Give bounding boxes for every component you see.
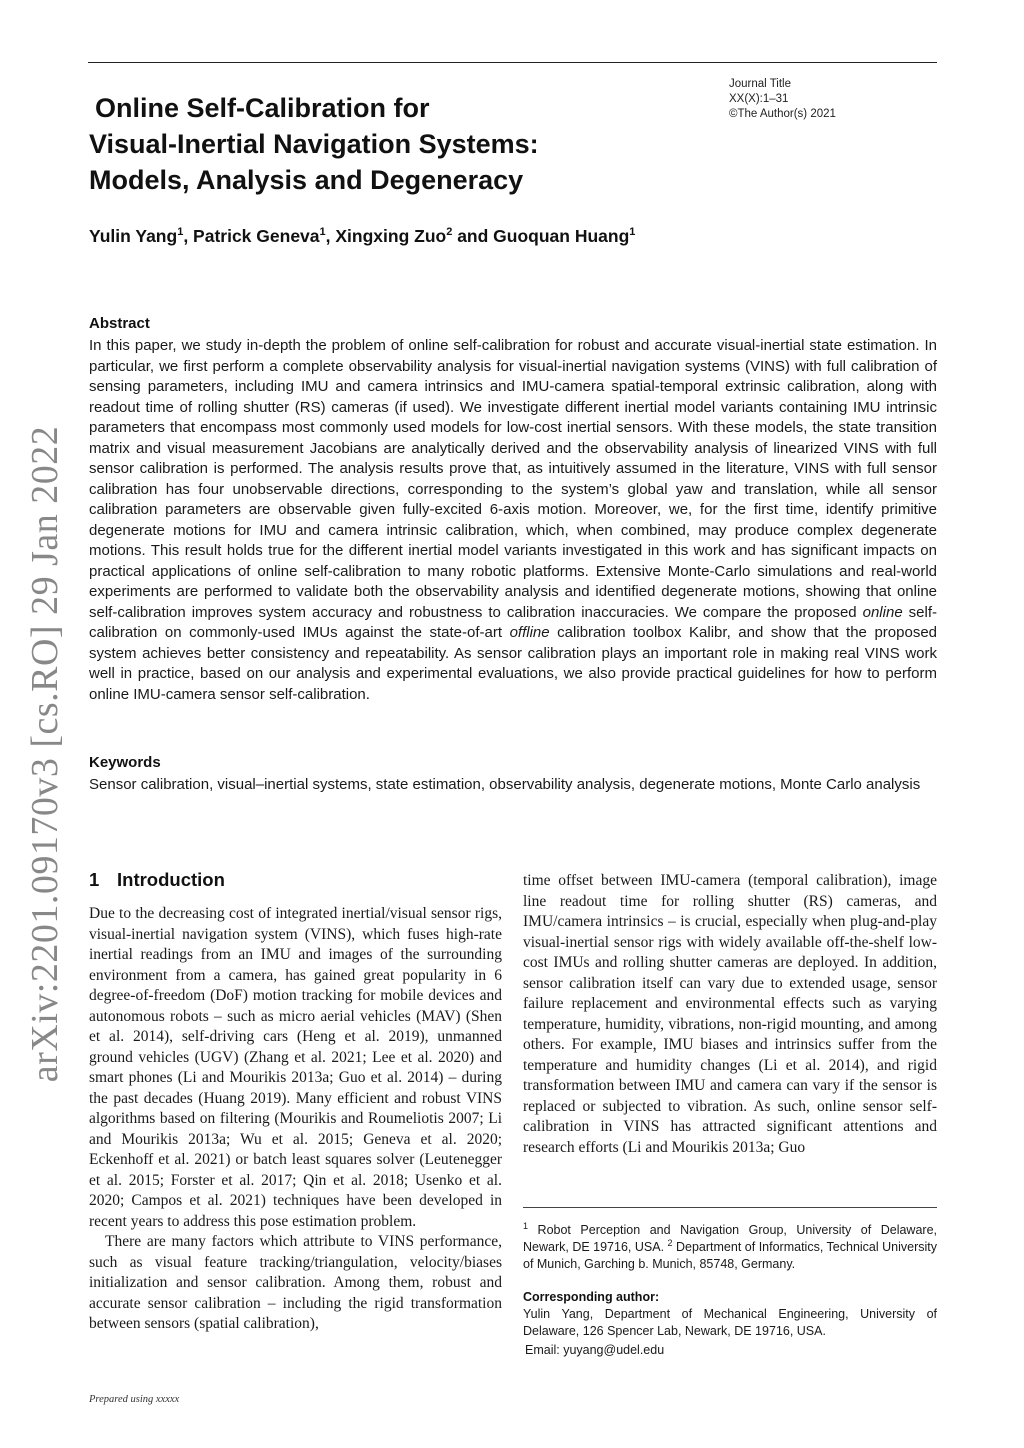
author-affiliation-mark: 1	[319, 226, 326, 238]
abstract-emphasis: offline	[509, 624, 550, 641]
affiliation-mark: 2	[667, 1238, 673, 1248]
author-name: Patrick Geneva	[193, 226, 320, 246]
prepared-footer: Prepared using xxxxx	[89, 1394, 180, 1405]
abstract-text: calibration toolbox Kalibr, and show that the proposed system achieves better consistency and repeatability. As sensor calibration plays an important role in making real VINS work well in practice, based on our analysis and experimental evaluations, we also provide practical guidelines for how to perform online IMU-camera sensor self-calibration.	[89, 624, 938, 703]
title-line: Models, Analysis and Degeneracy	[89, 165, 524, 195]
footnote-rule	[523, 1207, 937, 1208]
title-line: Online Self-Calibration for	[95, 93, 430, 123]
author-list	[89, 226, 635, 247]
left-column	[89, 904, 502, 1335]
corresponding-heading: Corresponding author:	[523, 1290, 660, 1304]
journal-copyright: ©The Author(s) 2021	[729, 108, 836, 120]
author-name: Yulin Yang	[89, 226, 178, 246]
author-affiliation-mark: 2	[446, 226, 453, 238]
affiliation-text: Department of Informatics, Technical University of Munich, Garching b. Munich, 85748, Germany.	[523, 1240, 937, 1271]
section-title: Introduction	[117, 869, 225, 890]
author-affiliation-mark: 1	[629, 226, 636, 238]
introduction-heading	[89, 869, 225, 891]
intro-paragraph: There are many factors which attribute to VINS performance, such as visual feature tracking/triangulation, velocity/biases initialization and sensor calibration. Among them, robust and accurate sensor calibration – including the rigid transformation between sensors (spatial calibration),	[89, 1233, 502, 1332]
author-separator: ,	[325, 226, 336, 246]
corresponding-author: Yulin Yang, Department of Mechanical Engineering, University of Delaware, 126 Spencer Lab, Newark, DE 19716, USA.	[523, 1307, 937, 1338]
author-name: Guoquan Huang	[493, 226, 630, 246]
abstract-text: self-calibration on commonly-used IMUs against the state-of-art	[89, 603, 937, 641]
journal-info	[729, 77, 836, 122]
author-name: Xingxing Zuo	[335, 226, 447, 246]
keywords-body: Sensor calibration, visual–inertial systems, state estimation, observability analysis, degenerate motions, Monte Carlo analysis	[89, 776, 921, 793]
author-affiliation-mark: 1	[177, 226, 184, 238]
affiliations	[523, 1222, 937, 1273]
affiliation-text: Robot Perception and Navigation Group, University of Delaware, Newark, DE 19716, USA.	[523, 1223, 937, 1254]
abstract-text: In this paper, we study in-depth the problem of online self-calibration for robust and accurate visual-inertial state estimation. In particular, we first perform a complete observability analysis for visual-inertial navigation systems (VINS) with full calibration of sensing parameters, including IMU and camera intrinsics and IMU-camera spatial-temporal extrinsic calibration, along with readout time of rolling shutter (RS) cameras (if used). We investigate different inertial model variants containing IMU intrinsic parameters that encompass most commonly used models for low-cost inertial sensors. With these models, the state transition matrix and visual measurement Jacobians are analytically derived and the observability analysis of linearized VINS with full sensor calibration is performed. The analysis results prove that, as intuitively assumed in the literature, VINS with full sensor calibration has four unobservable directions, corresponding to the system’s global yaw and translation, while all sensor calibration parameters are observable given fully-excited 6-axis motion. Moreover, we, for the first time, identify primitive degenerate motions for IMU and camera intrinsic calibration, which, when combined, may produce complex degenerate motions. This result holds true for the different inertial model variants investigated in this work and has significant impacts on practical applications of online self-calibration to many robotic platforms. Extensive Monte-Carlo simulations and real-world experiments are performed to validate both the observability analysis and identified degenerate motions, showing that online self-calibration improves system accuracy and robustness to calibration inaccuracies. We compare the proposed	[89, 337, 937, 621]
intro-paragraph: Due to the decreasing cost of integrated inertial/visual sensor rigs, visual-inertial navigation system (VINS), which fuses high-rate inertial readings from an IMU and images of the surrounding environment from a camera, has gained great popularity in 6 degree-of-freedom (DoF) motion tracking for mobile devices and autonomous robots – such as micro aerial vehicles (MAV) (Shen et al. 2014), self-driving cars (Heng et al. 2019), unmanned ground vehicles (UGV) (Zhang et al. 2021; Lee et al. 2020) and smart phones (Li and Mourikis 2013a; Guo et al. 2014) – during the past decades (Huang 2019). Many efficient and robust VINS algorithms based on filtering (Mourikis and Roumeliotis 2007; Li and Mourikis 2013a; Wu et al. 2015; Geneva et al. 2020; Eckenhoff et al. 2021) or batch least squares solver (Leutenegger et al. 2015; Forster et al. 2017; Qin et al. 2018; Usenko et al. 2020; Campos et al. 2021) techniques have been developed in recent years to address this pose estimation problem.	[89, 905, 502, 1230]
header-rule	[88, 62, 937, 63]
abstract-body	[89, 336, 937, 705]
section-number: 1	[89, 869, 100, 890]
author-separator: ,	[183, 226, 194, 246]
abstract-emphasis: online	[862, 603, 903, 621]
right-column: time offset between IMU-camera (temporal calibration), image line readout time for rolling shutter (RS) cameras, and IMU/camera intrinsics – is crucial, especially when plug-and-play visual-inertial sensor rigs with widely available off-the-shelf low-cost IMUs and rolling shutter cameras are deployed. In addition, sensor calibration itself can vary due to extended usage, sensor failure replacement and environmental effects such as varying temperature, humidity, vibrations, non-rigid mounting, and among others. For example, IMU biases and intrinsics suffer from the temperature and humidity changes (Li et al. 2014), and rigid transformation between IMU and camera can vary if the sensor is replaced or subjected to vibration. As such, online sensor self-calibration in VINS has attracted significant attentions and research efforts (Li and Mourikis 2013a; Guo	[523, 872, 937, 1156]
author-email[interactable]: Email: yuyang@udel.edu	[525, 1343, 665, 1357]
author-separator: and	[452, 226, 494, 246]
keywords-heading: Keywords	[89, 754, 161, 771]
paper-title	[89, 90, 689, 198]
title-line: Visual-Inertial Navigation Systems:	[89, 129, 539, 159]
journal-volume: XX(X):1–31	[729, 93, 789, 105]
arxiv-stamp: arXiv:2201.09170v3 [cs.RO] 29 Jan 2022	[24, 425, 66, 1083]
affiliation-mark: 1	[523, 1221, 529, 1231]
journal-name: Journal Title	[729, 78, 792, 90]
abstract-heading: Abstract	[89, 315, 150, 332]
